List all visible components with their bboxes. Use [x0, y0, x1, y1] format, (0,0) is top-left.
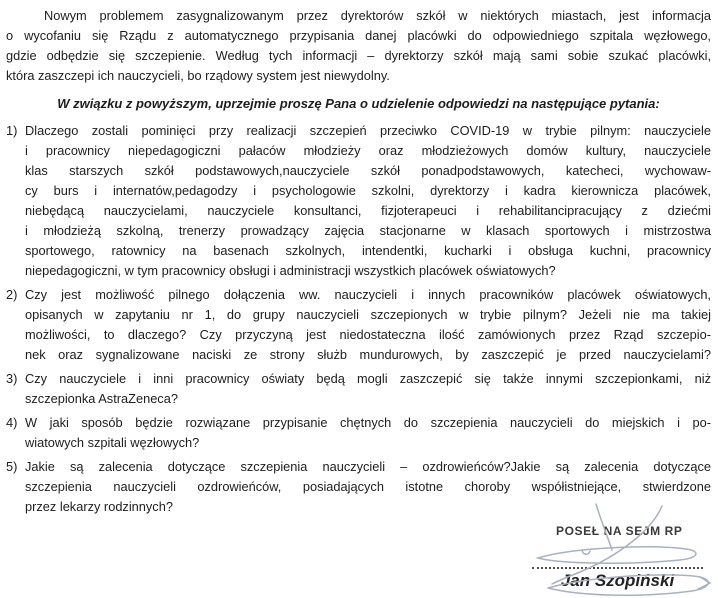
text-line: wiatowych szpitali węzłowych? — [25, 435, 200, 450]
text-line: przez lekarzy rodzinnych? — [25, 499, 173, 514]
text-line: gdzie odbędzie się szczepienie. Według tych informacji – dyrektorzy szkół mają sami sobie szukać placówki, — [6, 48, 711, 63]
request-heading: W związku z powyższym, uprzejmie proszę Pana o udzielenie odpowiedzi na następujące pytania: — [57, 96, 660, 111]
text-line: W jaki sposób będzie rozwiązane przypisanie chętnych do szczepienia nauczycieli do miejskich i po- — [25, 415, 711, 430]
text-line: Czy nauczyciele i inni pracownicy oświaty będą mogli zaszczepić się także innymi szczepionkami, niż — [25, 371, 711, 386]
text-line: która zaszczepi ich nauczycieli, bo rządowy system jest niewydolny. — [6, 68, 390, 83]
text-line: o wycofaniu się Rządu z automatycznego przypisania danej placówki do odpowiedniego szpitala węzłowego, — [6, 28, 711, 43]
question-number: 3) — [6, 371, 18, 386]
text-line: niebędącą nauczycielami, nauczyciele konsultanci, fizjoterapeuci i rehabilitancipracujący z dziećmi — [25, 203, 711, 218]
text-line: i pracownicy niepedagogiczni pałaców młodzieży oraz młodzieżowych domów kultury, nauczyciele — [25, 143, 711, 158]
text-line: sportowego, ratownicy na basenach szkolnych, intendentki, kucharki i obsługa kuchni, pracownicy — [25, 243, 711, 258]
text-line: opisanych w zapytaniu nr 1, do grupy nauczycieli szczepionych w trybie pilnym? Jeżeli nie ma takiej — [25, 307, 711, 322]
question-number: 1) — [6, 123, 18, 138]
text-line: Dlaczego zostali pominięci przy realizacji szczepień przeciwko COVID-19 w trybie pilnym: nauczyciele — [25, 123, 711, 138]
intro-paragraph — [6, 6, 711, 86]
signature-dotted-line — [532, 556, 703, 569]
text-line: szczepionka AstraZeneca? — [25, 391, 178, 406]
question-number: 4) — [6, 415, 18, 430]
text-line: szczepienia nauczycieli ozdrowieńców, posiadających istotne choroby współistniejące, stwierdzone — [25, 479, 711, 494]
text-line: Jakie są zalecenia dotyczące szczepienia nauczycieli – ozdrowieńców?Jakie są zalecenia dotyczące — [25, 459, 711, 474]
text-line: Nowym problemem zasygnalizowanym przez dyrektorów szkół w niektórych miastach, jest informacja — [44, 8, 711, 23]
signature-role-title: POSEŁ NA SEJM RP — [556, 524, 683, 538]
question-item-1 — [6, 121, 711, 281]
text-line: nek oraz sygnalizowane naciski ze strony służb mundurowych, by zaszczepić je przed nauczycielami? — [25, 347, 711, 362]
text-line: niepedagogiczni, w tym pracownicy obsługi i administracji wszystkich placówek oświatowych? — [25, 263, 556, 278]
question-item-4 — [6, 413, 711, 453]
text-line: cy burs i internatów,pedagodzy i psychologowie szkolni, dyrektorzy i kadra kierownicza placówek, — [25, 183, 711, 198]
question-number: 5) — [6, 459, 18, 474]
question-item-2 — [6, 285, 711, 365]
text-line: możliwości, to dlaczego? Czy przyczyną jest niedostateczna ilość zamówionych przez Rząd szczepio- — [25, 327, 711, 342]
text-line: Czy jest możliwość pilnego dołączenia ww. nauczycieli i innych pracowników placówek oświatowych, — [25, 287, 711, 302]
question-item-5 — [6, 457, 711, 517]
signature-name: Jan Szopiński — [560, 571, 675, 590]
text-line: klas starszych szkół podstawowych,nauczyciele szkół ponadpodstawowych, katecheci, wychowaw- — [25, 163, 711, 178]
question-item-3 — [6, 369, 711, 409]
text-line: i młodzieżą szkolną, trenerzy prowadzący zajęcia stacjonarne w klasach sportowych i mistrzostwa — [25, 223, 711, 238]
question-number: 2) — [6, 287, 18, 302]
